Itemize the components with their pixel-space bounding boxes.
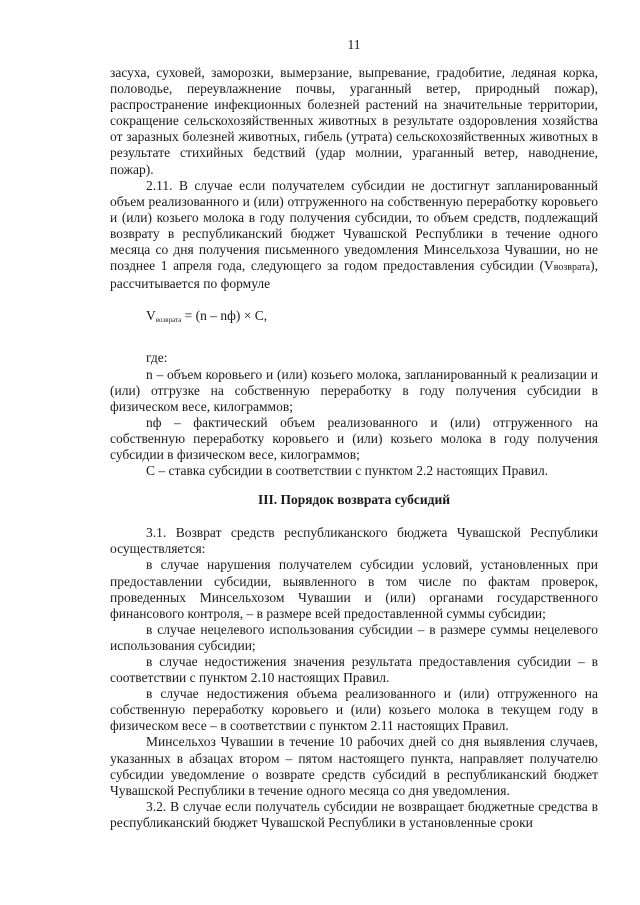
paragraph-3-1-d: в случае недостижения объема реализованного и (или) отгруженного на собственную переработку коровьего и (или) козьего молока в текущем году в физическом весе – в соответствии с пунктом 2.11 настоящих Правил. xyxy=(110,686,598,734)
paragraph-3-1-b: в случае нецелевого использования субсидии – в размере суммы нецелевого использования субсидии; xyxy=(110,621,598,653)
paragraph-3-1-c: в случае недостижения значения результата предоставления субсидии – в соответствии с пунктом 2.10 настоящих Правил. xyxy=(110,654,598,686)
paragraph-3-2: 3.2. В случае если получатель субсидии не возвращает бюджетные средства в республиканский бюджет Чувашской Республики в установленные сроки xyxy=(110,798,598,830)
paragraph-2-11-end: ), рассчитывается по формуле xyxy=(110,258,598,292)
definition-c: C – ставка субсидии в соответствии с пунктом 2.2 настоящих Правил. xyxy=(146,463,549,479)
paragraph-3-1: 3.1. Возврат средств республиканского бюджета Чувашской Республики осуществляется: xyxy=(110,525,598,557)
definition-n: n – объем коровьего и (или) козьего молока, запланированный к реализации и (или) отгрузке на собственную переработку в году получения субсидии в физическом весе, килограммов; xyxy=(110,366,598,414)
where-label: где: xyxy=(146,350,168,366)
page-number: 11 xyxy=(347,37,361,52)
paragraph-2-11-text: 2.11. В случае если получателем субсидии не достигнут запланированный объем реализованного и (или) отгруженного на собственную переработку коровьего и (или) козьего молока в году получения субсидии, то объем средств, подлежащий возврату в республиканский бюджет Чувашской Республики в течение одного месяца со дня получения письменного уведомления Минсельхоза Чувашии, но не позднее 1 апреля года, следующего за годом предоставления субсидии (V xyxy=(110,177,598,274)
paragraph-3-1-a: в случае нарушения получателем субсидии условий, установленных при предоставлении субсидии, выявленного в том числе по фактам проверок, проведенных Минсельхозом Чувашии и (или) органами государственного финансового контроля, – в размере всей предоставленной суммы субсидии; xyxy=(110,557,598,621)
document-body xyxy=(110,65,598,831)
return-formula xyxy=(110,308,598,328)
definition-nf: nф – фактический объем реализованного и (или) отгруженного на собственную переработку коровьего и (или) козьего молока в году получения субсидии в физическом весе, килограммов; xyxy=(110,414,598,462)
paragraph-2-11-subscript: возврата xyxy=(553,262,591,274)
paragraph-3-1-e: Минсельхоз Чувашии в течение 10 рабочих дней со дня выявления случаев, указанных в абзацах втором – пятом настоящего пункта, направляет получателю субсидии уведомление о возврате средств субсидий в республиканский бюджет Чувашской Республики в течение одного месяца со дня уведомления. xyxy=(110,734,598,798)
formula-variable: V xyxy=(146,308,156,324)
paragraph-continuation: засуха, суховей, заморозки, вымерзание, выпревание, градобитие, ледяная корка, половодье, переувлажнение почвы, ураганный ветер, природный пожар), распространение инфекционных болезней растений на значительные территории, сокращение сельскохозяйственных животных в результате оздоровления хозяйства от заразных болезней животных, гибель (утрата) сельскохозяйственных животных в результате стихийных бедствий (удар молнии, ураганный ветер, наводнение, пожар). xyxy=(110,65,598,177)
section-heading: III. Порядок возврата субсидий xyxy=(257,492,451,508)
paragraph-2-11 xyxy=(110,178,598,293)
formula-subscript: возврата xyxy=(155,316,182,325)
formula-expression: = (n – nф) × C, xyxy=(181,308,268,324)
